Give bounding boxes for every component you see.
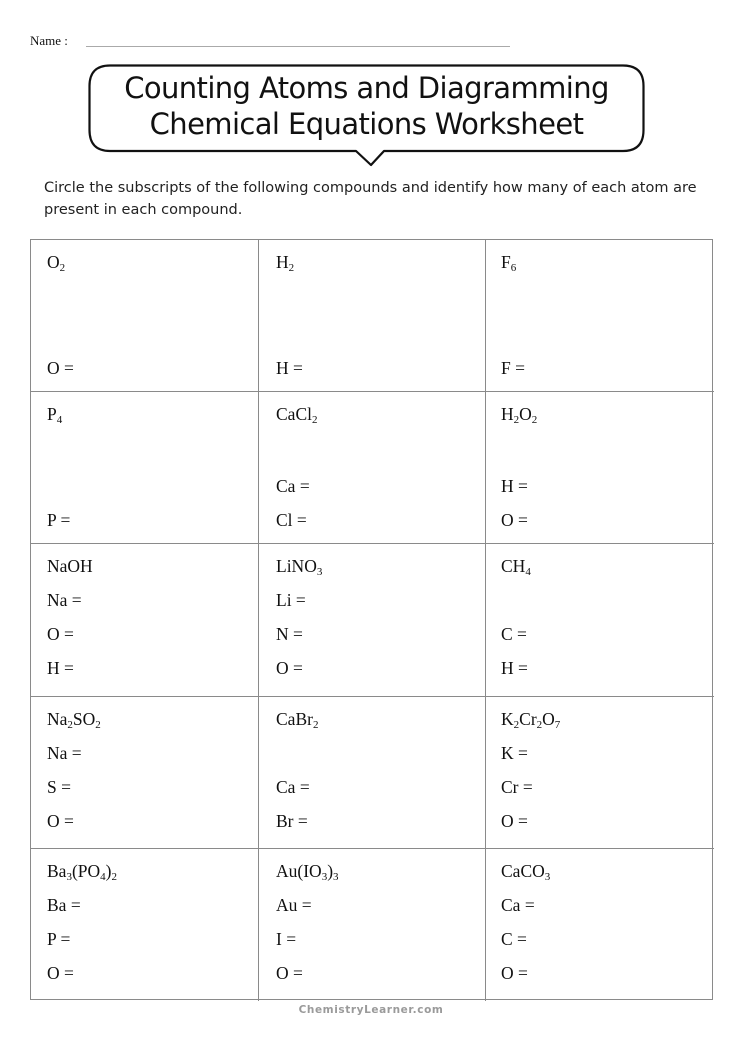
worksheet-title [88,70,645,142]
formula-subscript: 4 [56,414,63,426]
compound-formula [501,252,516,273]
formula-subscript: 2 [531,414,538,426]
formula-subscript: 6 [510,262,517,274]
atom-count-line[interactable]: O = [47,811,74,831]
compound-formula [47,709,101,730]
atom-count-line[interactable]: I = [276,929,297,949]
formula-subscript: 3 [321,871,328,883]
formula-symbol: Na [47,709,68,729]
compound-cell [31,240,259,392]
atom-count-line[interactable]: S = [47,777,71,797]
atom-count-line[interactable]: P = [47,929,71,949]
formula-subscript: 2 [67,719,73,731]
formula-symbol: CaCl [276,404,312,424]
compound-formula [47,404,62,425]
formula-subscript: 2 [312,719,319,731]
atom-count-line[interactable]: Ca = [276,777,310,797]
atom-count-line[interactable]: H = [501,658,528,678]
compound-cell [259,544,486,697]
title-line-2: Chemical Equations Worksheet [149,107,584,141]
compound-cell [486,392,714,544]
compound-formula [501,861,550,882]
atom-count-line[interactable]: N = [276,624,303,644]
formula-subscript: 3 [544,871,551,883]
compound-cell [259,392,486,544]
title-line-1: Counting Atoms and Diagramming [124,71,609,105]
formula-subscript: 2 [311,414,318,426]
compound-formula [276,861,339,882]
formula-subscript: 2 [111,871,117,883]
atom-count-line[interactable]: O = [47,963,74,983]
formula-symbol: (PO [71,861,101,881]
compound-cell [486,697,714,849]
formula-symbol: SO [72,709,96,729]
formula-subscript: 2 [513,414,520,426]
compound-formula [501,404,537,425]
formula-symbol: F [501,252,511,272]
atom-count-line[interactable]: Na = [47,743,82,763]
compound-formula [47,861,117,882]
formula-symbol: NaOH [47,556,93,576]
formula-symbol: CaBr [276,709,313,729]
compound-cell [31,544,259,697]
formula-subscript: 3 [316,566,323,578]
atom-count-line[interactable]: Na = [47,590,82,610]
atom-count-line[interactable]: O = [276,963,303,983]
formula-symbol: Au(IO [276,861,322,881]
compound-cell [259,240,486,392]
formula-subscript: 3 [333,871,339,883]
formula-subscript: 4 [525,566,531,578]
formula-subscript: 2 [536,719,543,731]
atom-count-line[interactable]: H = [501,476,528,496]
formula-subscript: 2 [288,262,295,274]
atom-count-line[interactable]: K = [501,743,528,763]
atom-count-line[interactable]: H = [47,658,74,678]
formula-symbol: CH [501,556,526,576]
compound-cell [31,849,259,1001]
compound-formula [47,556,93,577]
atom-count-line[interactable]: Br = [276,811,308,831]
compound-formula [276,709,318,730]
formula-subscript: 4 [100,871,106,883]
formula-subscript: 2 [513,719,520,731]
compound-cell [486,240,714,392]
formula-symbol: ) [327,861,334,881]
atom-count-line[interactable]: H = [276,358,303,378]
name-line[interactable] [86,46,510,47]
formula-subscript: 3 [66,871,72,883]
formula-symbol: H [276,252,289,272]
atom-count-line[interactable]: Ba = [47,895,81,915]
compound-cell [31,697,259,849]
formula-subscript: 2 [59,262,66,274]
compound-formula [501,709,560,730]
atom-count-line[interactable]: P = [47,510,71,530]
atom-count-line[interactable]: F = [501,358,525,378]
footer-brand: ChemistryLearner.com [298,1004,444,1016]
atom-count-line[interactable]: O = [47,624,74,644]
compound-grid [30,239,713,1000]
formula-symbol: Ba [47,861,67,881]
formula-subscript: 2 [95,719,101,731]
formula-symbol: P [47,404,57,424]
formula-symbol: O [542,709,555,729]
compound-formula [276,404,317,425]
instructions-text: Circle the subscripts of the following compounds and identify how many of each atom are present in each compound. [44,180,697,218]
name-label: Name : [30,33,68,48]
formula-subscript: 7 [554,719,561,731]
atom-count-line[interactable]: O = [276,658,303,678]
compound-cell [259,849,486,1001]
atom-count-line[interactable]: O = [501,811,528,831]
formula-symbol: H [501,404,514,424]
compound-formula [501,556,531,577]
atom-count-line[interactable]: Li = [276,590,306,610]
title-banner [88,64,645,152]
compound-formula [276,252,294,273]
compound-cell [486,849,714,1001]
atom-count-line[interactable]: Ca = [501,895,535,915]
atom-count-line[interactable]: Cr = [501,777,533,797]
formula-symbol: ) [105,861,112,881]
atom-count-line[interactable]: O = [501,963,528,983]
compound-formula [47,252,65,273]
atom-count-line[interactable]: Cl = [276,510,307,530]
compound-cell [486,544,714,697]
atom-count-line[interactable]: C = [501,624,527,644]
formula-symbol: LiNO [276,556,317,576]
atom-count-line[interactable]: C = [501,929,527,949]
formula-symbol: O [519,404,532,424]
formula-symbol: K [501,709,514,729]
atom-count-line[interactable]: Ca = [276,476,310,496]
formula-symbol: Cr [519,709,537,729]
atom-count-line[interactable]: O = [501,510,528,530]
compound-cell [259,697,486,849]
compound-cell [31,392,259,544]
formula-symbol: O [47,252,60,272]
atom-count-line[interactable]: Au = [276,895,312,915]
compound-formula [276,556,322,577]
formula-symbol: CaCO [501,861,545,881]
atom-count-line[interactable]: O = [47,358,74,378]
